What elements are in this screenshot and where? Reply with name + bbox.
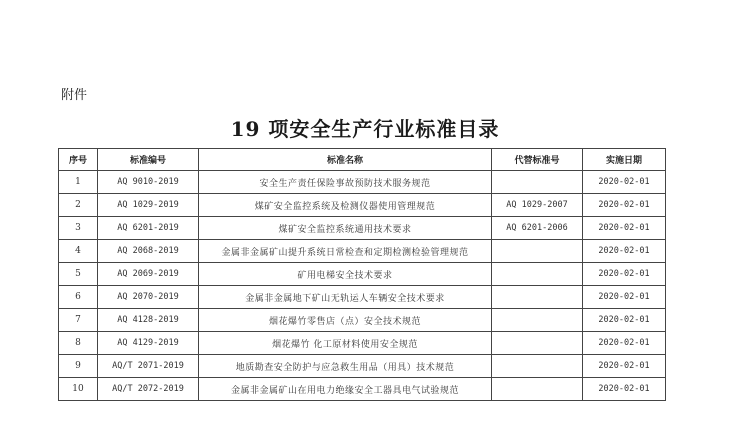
header-no: 序号 xyxy=(59,149,98,171)
standards-table xyxy=(58,148,666,401)
cell-code: AQ 6201-2019 xyxy=(98,217,199,240)
table-row xyxy=(59,378,666,401)
table-row xyxy=(59,194,666,217)
cell-no: 5 xyxy=(59,263,98,286)
table-row xyxy=(59,355,666,378)
cell-no: 2 xyxy=(59,194,98,217)
table-row xyxy=(59,309,666,332)
cell-no: 4 xyxy=(59,240,98,263)
cell-date: 2020-02-01 xyxy=(583,194,666,217)
cell-code: AQ 4129-2019 xyxy=(98,332,199,355)
table-body xyxy=(59,171,666,401)
cell-code: AQ 1029-2019 xyxy=(98,194,199,217)
cell-replaces xyxy=(492,240,583,263)
cell-no: 9 xyxy=(59,355,98,378)
header-code: 标准编号 xyxy=(98,149,199,171)
cell-replaces: AQ 1029-2007 xyxy=(492,194,583,217)
cell-name: 金属非金属矿山在用电力绝缘安全工器具电气试验规范 xyxy=(199,378,492,401)
cell-date: 2020-02-01 xyxy=(583,240,666,263)
cell-replaces: AQ 6201-2006 xyxy=(492,217,583,240)
cell-replaces xyxy=(492,263,583,286)
cell-code: AQ 2068-2019 xyxy=(98,240,199,263)
cell-replaces xyxy=(492,309,583,332)
cell-no: 8 xyxy=(59,332,98,355)
cell-name: 安全生产责任保险事故预防技术服务规范 xyxy=(199,171,492,194)
cell-no: 7 xyxy=(59,309,98,332)
cell-name: 煤矿安全监控系统通用技术要求 xyxy=(199,217,492,240)
cell-no: 1 xyxy=(59,171,98,194)
cell-replaces xyxy=(492,355,583,378)
cell-replaces xyxy=(492,378,583,401)
cell-name: 烟花爆竹 化工原材料使用安全规范 xyxy=(199,332,492,355)
cell-code: AQ 9010-2019 xyxy=(98,171,199,194)
table-row xyxy=(59,263,666,286)
table-row xyxy=(59,240,666,263)
cell-date: 2020-02-01 xyxy=(583,309,666,332)
cell-date: 2020-02-01 xyxy=(583,217,666,240)
header-name: 标准名称 xyxy=(199,149,492,171)
cell-name: 煤矿安全监控系统及检测仪器使用管理规范 xyxy=(199,194,492,217)
cell-replaces xyxy=(492,286,583,309)
cell-date: 2020-02-01 xyxy=(583,332,666,355)
cell-name: 金属非金属矿山提升系统日常检查和定期检测检验管理规范 xyxy=(199,240,492,263)
cell-no: 10 xyxy=(59,378,98,401)
cell-code: AQ 2070-2019 xyxy=(98,286,199,309)
cell-code: AQ 4128-2019 xyxy=(98,309,199,332)
document-title: 19 项安全生产行业标准目录 xyxy=(230,117,500,141)
cell-date: 2020-02-01 xyxy=(583,378,666,401)
cell-date: 2020-02-01 xyxy=(583,355,666,378)
table-row xyxy=(59,217,666,240)
cell-name: 地质勘查安全防护与应急救生用品（用具）技术规范 xyxy=(199,355,492,378)
table-row xyxy=(59,286,666,309)
cell-no: 3 xyxy=(59,217,98,240)
cell-name: 矿用电梯安全技术要求 xyxy=(199,263,492,286)
table-row xyxy=(59,171,666,194)
cell-date: 2020-02-01 xyxy=(583,263,666,286)
header-date: 实施日期 xyxy=(583,149,666,171)
cell-code: AQ/T 2072-2019 xyxy=(98,378,199,401)
cell-no: 6 xyxy=(59,286,98,309)
cell-name: 金属非金属地下矿山无轨运人车辆安全技术要求 xyxy=(199,286,492,309)
cell-code: AQ 2069-2019 xyxy=(98,263,199,286)
cell-name: 烟花爆竹零售店（点）安全技术规范 xyxy=(199,309,492,332)
cell-replaces xyxy=(492,332,583,355)
attachment-label: 附件 xyxy=(61,88,88,103)
cell-replaces xyxy=(492,171,583,194)
cell-date: 2020-02-01 xyxy=(583,171,666,194)
cell-date: 2020-02-01 xyxy=(583,286,666,309)
table-row xyxy=(59,332,666,355)
cell-code: AQ/T 2071-2019 xyxy=(98,355,199,378)
table-header-row xyxy=(59,149,666,171)
header-replaces: 代替标准号 xyxy=(492,149,583,171)
